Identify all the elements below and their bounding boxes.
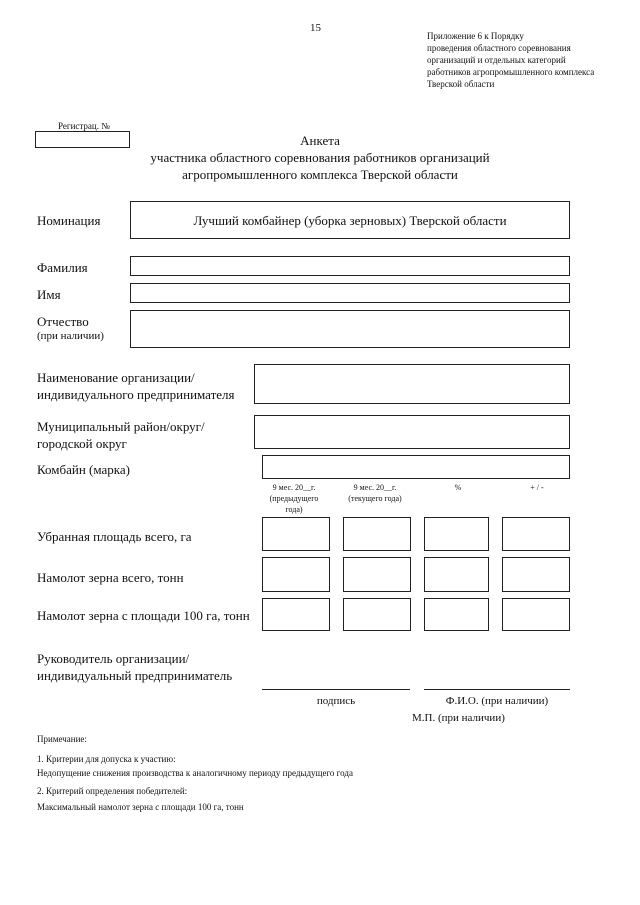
cell-harvested-area-current[interactable] <box>343 517 411 551</box>
surname-label: Фамилия <box>37 260 88 275</box>
nomination-label: Номинация <box>37 213 101 228</box>
form-title <box>100 132 540 183</box>
cell-grain-total-current[interactable] <box>343 557 411 592</box>
district-label <box>37 418 205 452</box>
cell-grain-per-100ha-difference[interactable] <box>502 598 570 631</box>
cell-grain-total-percent[interactable] <box>424 557 489 592</box>
organization-label-line-1: Наименование организации/ <box>37 370 195 385</box>
cell-grain-per-100ha-percent[interactable] <box>424 598 489 631</box>
patronymic-label: Отчество <box>37 314 89 329</box>
column-header-percent: % <box>454 483 462 492</box>
district-label-line-2: городской округ <box>37 436 127 451</box>
combine-field[interactable] <box>262 455 570 479</box>
name-field[interactable] <box>130 283 570 303</box>
appendix-line-2: проведения областного соревнования <box>427 43 571 53</box>
cell-harvested-area-difference[interactable] <box>502 517 570 551</box>
appendix-line-5: Тверской области <box>427 79 495 89</box>
organization-label-line-2: индивидуального предпринимателя <box>37 387 235 402</box>
registration-label: Регистрац. № <box>58 121 110 131</box>
signature-caption: подпись <box>316 695 356 707</box>
head-label-line-2: индивидуальный предприниматель <box>37 668 233 683</box>
nomination-field[interactable] <box>130 201 570 239</box>
cell-grain-per-100ha-previous[interactable] <box>262 598 330 631</box>
appendix-note <box>427 30 632 90</box>
district-field[interactable] <box>254 415 570 449</box>
column-header-current-year <box>337 482 413 504</box>
form-title-line-2: участника областного соревнования работников организаций <box>150 150 490 165</box>
row-label-grain-per-100ha: Намолот зерна с площади 100 га, тонн <box>37 608 250 623</box>
column-header-previous-year <box>256 482 332 515</box>
organization-label <box>37 369 235 403</box>
column-header-previous-line-2: (предыдущего <box>269 494 319 503</box>
notes-heading: Примечание: <box>37 734 87 744</box>
notes-item-1-text: Недопущение снижения производства к аналогичному периоду предыдущего года <box>37 768 353 778</box>
appendix-line-1: Приложение 6 к Порядку <box>427 31 524 41</box>
appendix-line-4: работников агропромышленного комплекса <box>427 67 595 77</box>
appendix-line-3: организаций и отдельных категорий <box>427 55 566 65</box>
organization-field[interactable] <box>254 364 570 404</box>
cell-grain-total-difference[interactable] <box>502 557 570 592</box>
column-header-current-line-2: (текущего года) <box>348 494 402 503</box>
column-header-previous-line-3: года) <box>285 505 303 514</box>
cell-grain-total-previous[interactable] <box>262 557 330 592</box>
nomination-value: Лучший комбайнер (уборка зерновых) Тверской области <box>193 212 507 228</box>
column-header-current-line-1: 9 мес. 20__г. <box>353 483 397 492</box>
stamp-caption: М.П. (при наличии) <box>412 712 505 724</box>
column-header-previous-line-1: 9 мес. 20__г. <box>272 483 316 492</box>
head-label-line-1: Руководитель организации/ <box>37 651 190 666</box>
head-label <box>37 650 232 684</box>
cell-harvested-area-previous[interactable] <box>262 517 330 551</box>
cell-harvested-area-percent[interactable] <box>424 517 489 551</box>
page-number: 15 <box>310 22 321 34</box>
form-title-line-3: агропромышленного комплекса Тверской области <box>182 167 458 182</box>
row-label-grain-total: Намолот зерна всего, тонн <box>37 570 184 585</box>
notes-item-1-title: 1. Критерии для допуска к участию: <box>37 754 176 764</box>
fio-caption: Ф.И.О. (при наличии) <box>445 695 549 707</box>
combine-label: Комбайн (марка) <box>37 462 131 477</box>
surname-field[interactable] <box>130 256 570 276</box>
row-label-harvested-area: Убранная площадь всего, га <box>37 529 192 544</box>
patronymic-field[interactable] <box>130 310 570 348</box>
form-title-line-1: Анкета <box>300 133 340 148</box>
signature-line[interactable] <box>262 689 410 690</box>
column-header-difference: + / - <box>530 483 544 492</box>
notes-item-2-text: Максимальный намолот зерна с площади 100 га, тонн <box>37 802 244 812</box>
notes-item-2-title: 2. Критерий определения победителей: <box>37 786 188 796</box>
cell-grain-per-100ha-current[interactable] <box>343 598 411 631</box>
patronymic-sublabel: (при наличии) <box>37 330 104 342</box>
name-label: Имя <box>37 287 61 302</box>
fio-line[interactable] <box>424 689 570 690</box>
district-label-line-1: Муниципальный район/округ/ <box>37 419 205 434</box>
